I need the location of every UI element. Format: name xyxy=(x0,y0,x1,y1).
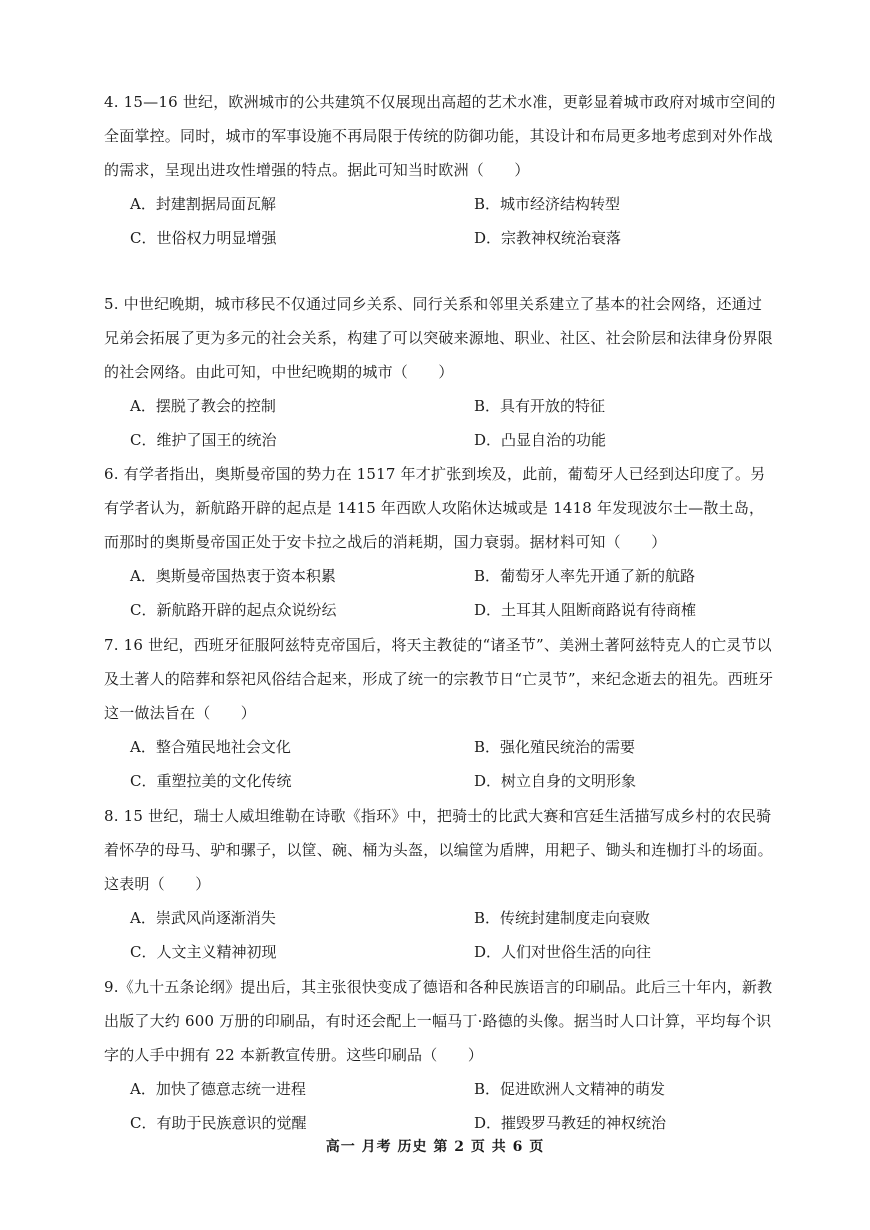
question-9 xyxy=(104,970,776,1140)
option-b: B．传统封建制度走向衰败 xyxy=(474,909,651,927)
option-b: B．城市经济结构转型 xyxy=(474,195,621,213)
option-b: B．促进欧洲人文精神的萌发 xyxy=(474,1080,666,1098)
options xyxy=(104,1072,776,1140)
option-d: D．土耳其人阻断商路说有待商榷 xyxy=(474,601,697,619)
option-a: A．加快了德意志统一进程 xyxy=(130,1080,306,1098)
option-d: D．人们对世俗生活的向往 xyxy=(474,943,652,961)
question-4 xyxy=(104,85,776,255)
question-stem: 8. 15 世纪，瑞士人威坦维勒在诗歌《指环》中，把骑士的比武大赛和宫廷生活描写成乡村的农民骑着怀孕的母马、驴和骡子，以筐、碗、桶为头盔，以编筐为盾牌，用耙子、锄头和连枷打斗的场面。这表明（ ） xyxy=(104,807,773,893)
question-6 xyxy=(104,457,776,627)
option-a: A．崇武风尚逐渐消失 xyxy=(130,909,276,927)
option-d: D．树立自身的文明形象 xyxy=(474,772,637,790)
option-a: A．奥斯曼帝国热衷于资本积累 xyxy=(130,567,336,585)
question-stem: 7. 16 世纪，西班牙征服阿兹特克帝国后，将天主教徒的“诸圣节”、美洲土著阿兹特克人的亡灵节以及土著人的陪葬和祭祀风俗结合起来，形成了统一的宗教节日“亡灵节”，来纪念逝去的祖先。西班牙这一做法旨在（ ） xyxy=(104,636,774,722)
option-a: A．整合殖民地社会文化 xyxy=(130,738,291,756)
option-c: C．新航路开辟的起点众说纷纭 xyxy=(130,601,337,619)
option-c: C．重塑拉美的文化传统 xyxy=(130,772,292,790)
options xyxy=(104,901,776,969)
option-a: A．封建割据局面瓦解 xyxy=(130,195,276,213)
question-stem: 5. 中世纪晚期，城市移民不仅通过同乡关系、同行关系和邻里关系建立了基本的社会网络，还通过兄弟会拓展了更为多元的社会关系，构建了可以突破来源地、职业、社区、社会阶层和法律身份界限的社会网络。由此可知，中世纪晚期的城市（ ） xyxy=(104,295,773,381)
option-c: C．维护了国王的统治 xyxy=(130,431,277,449)
page-footer: 高一 月考 历史 第 2 页 共 6 页 xyxy=(325,1139,545,1155)
question-5 xyxy=(104,287,776,457)
option-a: A．摆脱了教会的控制 xyxy=(130,397,276,415)
question-stem: 6. 有学者指出，奥斯曼帝国的势力在 1517 年才扩张到埃及，此前，葡萄牙人已经到达印度了。另有学者认为，新航路开辟的起点是 1415 年西欧人攻陷休达城或是 1418 年发现波尔士—散土岛，而那时的奥斯曼帝国正处于安卡拉之战后的消耗期，国力衰弱。据材料可知（ ） xyxy=(104,465,766,551)
options xyxy=(104,187,776,255)
option-b: B．葡萄牙人率先开通了新的航路 xyxy=(474,567,696,585)
question-stem: 4. 15—16 世纪，欧洲城市的公共建筑不仅展现出高超的艺术水准，更彰显着城市政府对城市空间的全面掌控。同时，城市的军事设施不再局限于传统的防御功能，其设计和布局更多地考虑到对外作战的需求，呈现出进攻性增强的特点。据此可知当时欧洲（ ） xyxy=(104,93,776,179)
option-d: D．凸显自治的功能 xyxy=(474,431,607,449)
options xyxy=(104,389,776,457)
option-c: C．有助于民族意识的觉醒 xyxy=(130,1114,307,1132)
option-b: B．具有开放的特征 xyxy=(474,397,606,415)
option-c: C．世俗权力明显增强 xyxy=(130,229,277,247)
option-c: C．人文主义精神初现 xyxy=(130,943,277,961)
option-d: D．摧毁罗马教廷的神权统治 xyxy=(474,1114,667,1132)
option-d: D．宗教神权统治衰落 xyxy=(474,229,622,247)
options xyxy=(104,730,776,798)
question-7 xyxy=(104,628,776,798)
option-b: B．强化殖民统治的需要 xyxy=(474,738,636,756)
question-8 xyxy=(104,799,776,969)
options xyxy=(104,559,776,627)
question-stem: 9.《九十五条论纲》提出后，其主张很快变成了德语和各种民族语言的印刷品。此后三十年内，新教出版了大约 600 万册的印刷品，有时还会配上一幅马丁·路德的头像。据当时人口计算，平均每个识字的人手中拥有 22 本新教宣传册。这些印刷品（ ） xyxy=(104,978,773,1064)
